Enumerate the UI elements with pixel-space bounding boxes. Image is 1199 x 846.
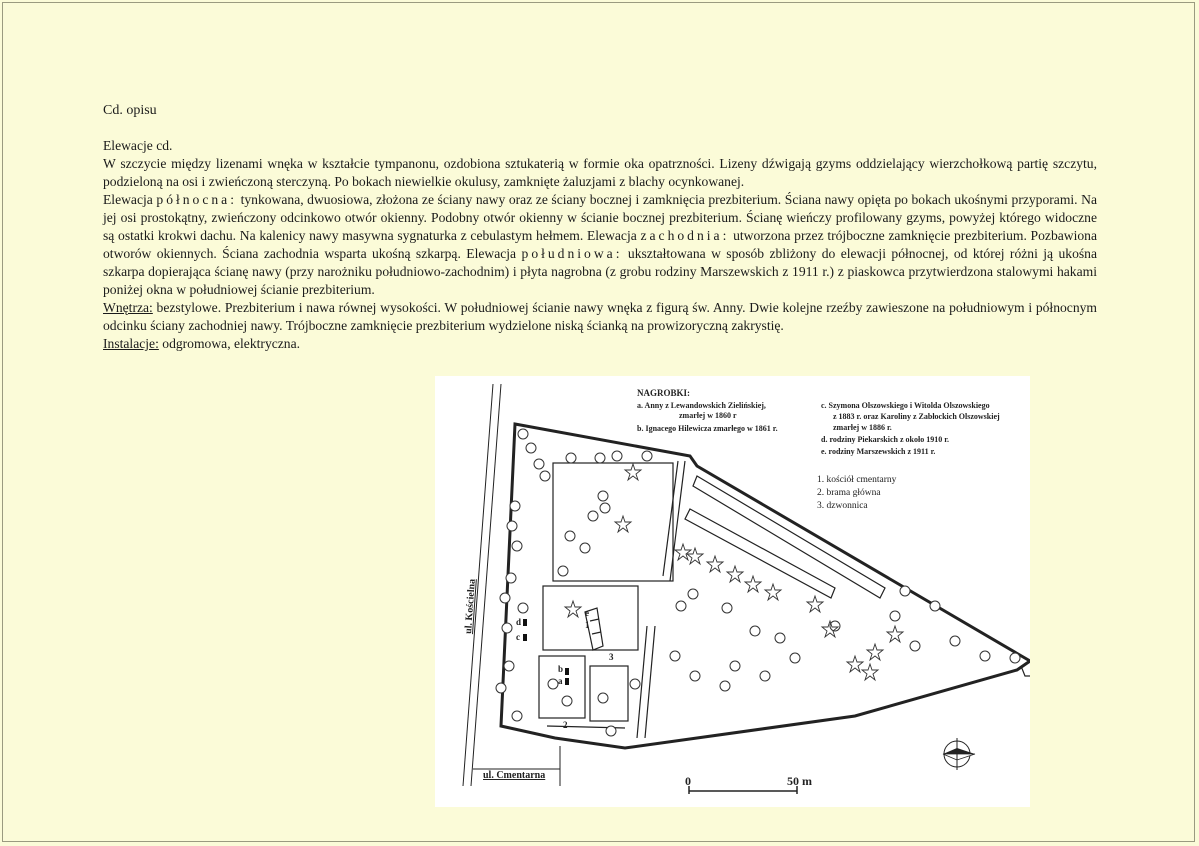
street-bottom-label: ul. Cmentarna [483,770,546,781]
legend-title: NAGROBKI: [637,388,691,398]
north-text: tynkowana, dwuosiowa, złożona ze ściany nawy oraz ze ściany bocznej i zamknięcia prezbiterium. Ściana nawy opięta po bokach ukośnymi przyporami. Na jej osi prostokątny, zwieńczony odcinkowo otwór okienny. Podobny otwór okienny w ścianie bocznej prezbiterium. Ścianę wieńczy profilowany gzyms, powyżej którego widoczne są ostatki krokwi dachu. Na kalenicy nawy masywna sygnaturka z cebulastym hełmem. [103,192,1097,243]
north-direction: północna: [156,192,237,207]
label-c: c [516,632,520,642]
description-text [103,137,1097,353]
paragraph-interior [103,299,1097,335]
street-vertical-label: ul. Kościelna [463,578,478,635]
scale-end: 50 m [787,774,812,788]
south-text: ukształtowana w sposób zbliżony do elewacji północnej, od której różni ją ukośna szkarpa dopierająca ścianę nawy (przy narożniku południowo-zachodnim) i płyta nagrobna (z grobu rodziny Marszewskich z 1911 r.) z piaskowca przytwierdzona stalowymi hakami poniżej okna w południowej ścianie prezbiterium. [103,246,1098,297]
south-direction: południowa: [521,246,623,261]
paragraph-installations [103,335,1097,353]
label-b: b [558,664,564,674]
key-3: 3. dzwonnica [817,501,868,511]
label-a: a [558,676,563,686]
interior-label: Wnętrza: [103,300,153,315]
west-direction: zachodnia: [640,228,730,243]
paragraph-north [103,191,1097,299]
paragraph-gable: W szczycie między lizenami wnęka w kształcie tympanonu, ozdobiona sztukaterią w formie oka opatrzności. Lizeny dźwigają gzyms oddzielający wierzchołkową partię szczytu, podzieloną na osi i zwieńczoną sterczyną. Po bokach niewielkie okulusy, zamknięte żaluzjami z blachy ocynkowanej. [103,156,1097,189]
cemetery-plan [435,376,1030,807]
north-label: Elewacja [103,192,153,207]
cemetery-plan-svg [435,376,1030,807]
label-e: e [585,608,589,618]
legend-e: e. rodziny Marszewskich z 1911 r. [821,447,936,456]
legend-b: b. Ignacego Hilewicza zmarłego w 1861 r. [637,424,778,433]
street-lines [463,384,560,786]
interior-text: bezstylowe. Prezbiterium i nawa równej wysokości. W południowej ścianie nawy wnęka z figurą św. Anny. Dwie kolejne rzeźby zawieszone na południowym i północnym odcinku ściany zachodniej nawy. Trójboczne zamknięcie prezbiterium wydzielone niską ścianką na prowizoryczną zakrystię. [103,300,1097,333]
label-3: 3 [609,652,614,662]
west-text: utworzona przez trójboczne zamknięcie prezbiterium. Pozbawiona otworów okiennych. Ściana zachodnia wsparta ukośną szkarpą. [103,228,1097,261]
install-text: odgromowa, elektryczna. [162,336,301,351]
south-label: Elewacja [466,246,517,261]
legend-c2: z 1883 r. oraz Karoliny z Zabłockich Olszowskiej [833,412,1000,421]
scale-bar [689,786,797,794]
key-1: 1. kościół cmentarny [817,475,897,485]
north-arrow [943,738,975,770]
label-2: 2 [563,720,568,730]
legend-a1: a. Anny z Lewandowskich Zielińskiej, [637,401,766,410]
section-title: Elewacje cd. [103,138,173,153]
key-2: 2. brama główna [817,488,881,498]
scale-start: 0 [685,774,691,788]
legend-c1: c. Szymona Olszowskiego i Witolda Olszowskiego [821,401,990,410]
label-d: d [516,617,522,627]
west-label: Elewacja [586,228,637,243]
legend-a2: zmarłej w 1860 r [679,411,737,420]
legend-d: d. rodziny Piekarskich z około 1910 r. [821,435,950,444]
label-1: 1 [585,620,590,630]
legend-c3: zmarłej w 1886 r. [833,423,892,432]
install-label: Instalacje: [103,336,159,351]
page-heading: Cd. opisu [103,103,157,118]
